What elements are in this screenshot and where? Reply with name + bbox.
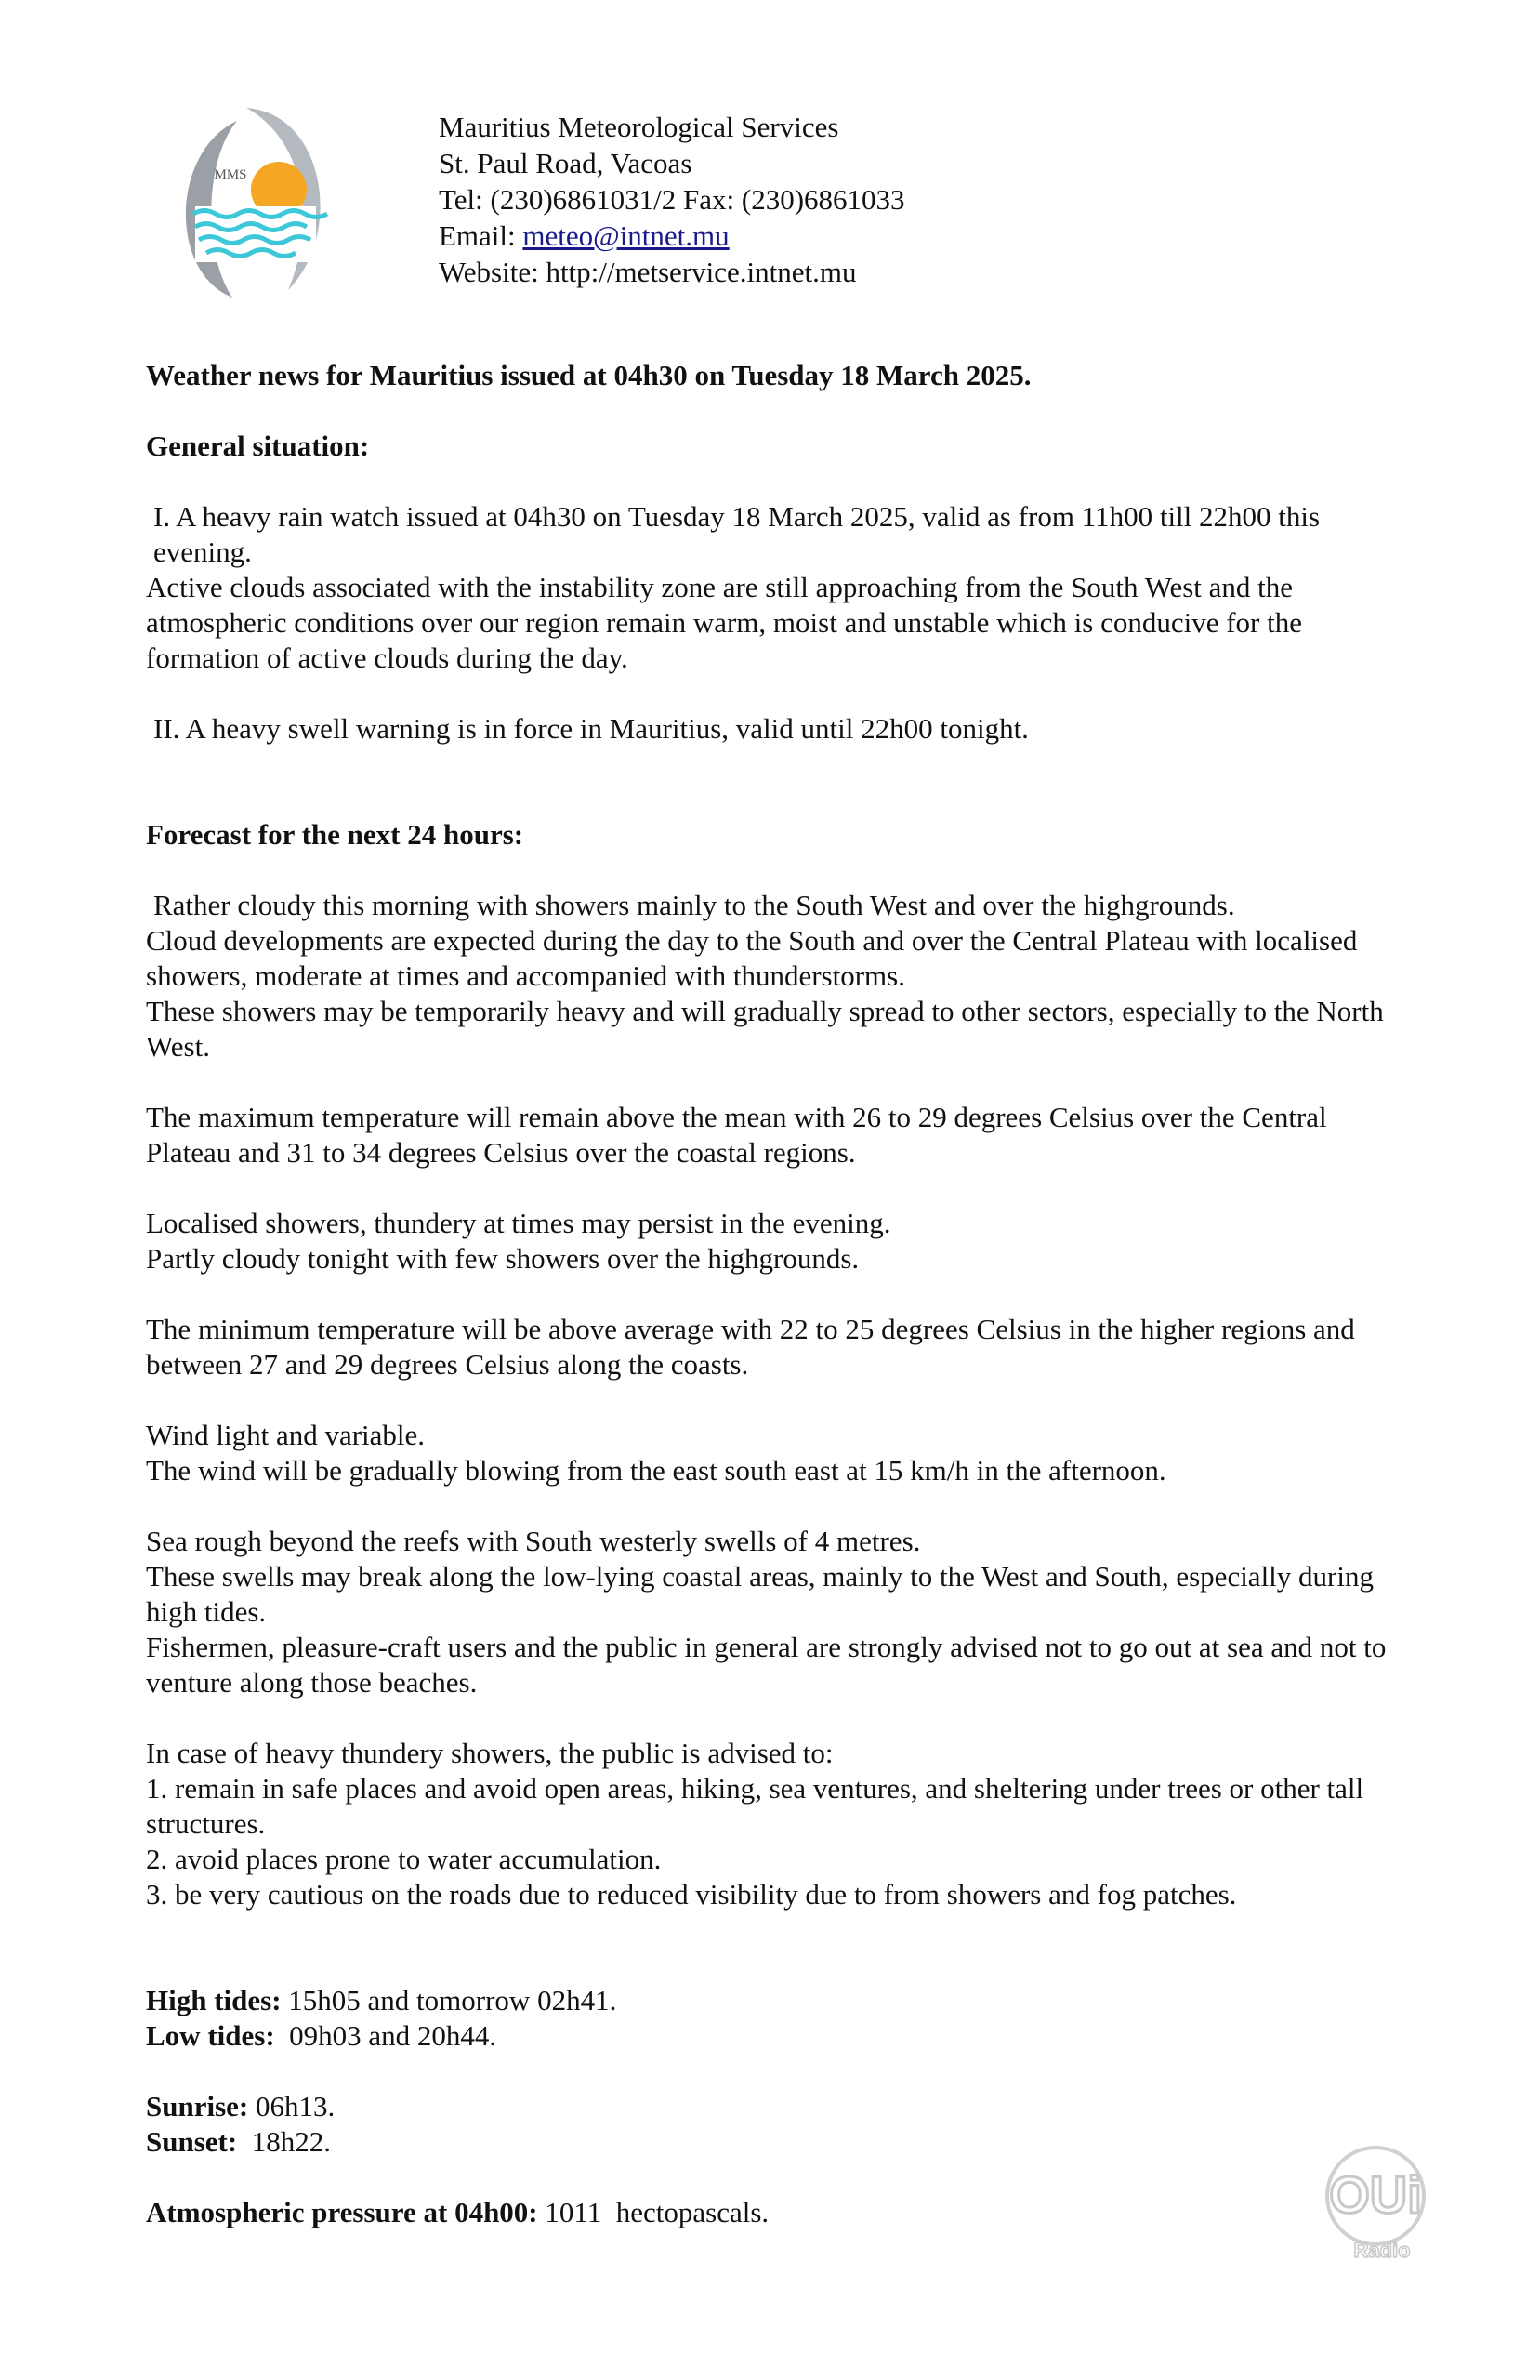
mms-logo: [177, 104, 335, 309]
general-item-1: I. A heavy rain watch issued at 04h30 on Tuesday 18 March 2025, valid as from 11h00 till 22h00 this evening.: [153, 500, 1321, 568]
advice-item-3: 3. be very cautious on the roads due to reduced visibility due to from showers and fog patches.: [146, 1878, 1237, 1911]
email-link[interactable]: meteo@intnet.mu: [522, 219, 730, 252]
forecast-paragraph-1: Rather cloudy this morning with showers mainly to the South West and over the highgrounds.: [153, 889, 1235, 921]
general-item-1-detail: Active clouds associated with the instability zone are still approaching from the South West and the atmospheric conditions over our region remain warm, moist and unstable which is conducive for the formation of active clouds during the day.: [146, 571, 1302, 674]
sea-line-3: Fishermen, pleasure-craft users and the public in general are strongly advised not to go out at sea and not to venture along those beaches.: [146, 1631, 1387, 1699]
low-tides-label: Low tides:: [146, 2019, 275, 2052]
org-website: Website: http://metservice.intnet.mu: [439, 256, 857, 288]
org-email: [439, 218, 905, 254]
evening-showers: Localised showers, thundery at times may persist in the evening.: [146, 1207, 891, 1239]
wind-line-2: The wind will be gradually blowing from the east south east at 15 km/h in the afternoon.: [146, 1454, 1166, 1487]
sea-line-2: These swells may break along the low-lying coastal areas, mainly to the West and South, especially during high tides.: [146, 1560, 1374, 1628]
high-tides-label: High tides:: [146, 1984, 282, 2016]
general-item-2: II. A heavy swell warning is in force in Mauritius, valid until 22h00 tonight.: [153, 712, 1029, 745]
org-address: St. Paul Road, Vacoas: [439, 147, 692, 179]
sunset: [146, 2124, 1410, 2160]
forecast-heading: Forecast for the next 24 hours:: [146, 818, 524, 851]
general-situation-heading: General situation:: [146, 430, 370, 462]
email-label: Email:: [439, 219, 523, 252]
bulletin-body: [146, 358, 1410, 2230]
atmospheric-pressure: [146, 2195, 1410, 2230]
sea-line-1: Sea rough beyond the reefs with South westerly swells of 4 metres.: [146, 1525, 921, 1557]
sunrise-value: 06h13.: [248, 2090, 336, 2122]
sunrise-label: Sunrise:: [146, 2090, 249, 2122]
pressure-label: Atmospheric pressure at 04h00:: [146, 2196, 538, 2228]
low-tides-value: 09h03 and 20h44.: [274, 2019, 497, 2052]
sunset-value: 18h22.: [237, 2125, 331, 2158]
wind-line-1: Wind light and variable.: [146, 1419, 426, 1451]
min-temperature: The minimum temperature will be above average with 22 to 25 degrees Celsius in the higher regions and between 27 and 29 degrees Celsius along the coasts.: [146, 1313, 1355, 1381]
header-contact-block: [439, 109, 905, 290]
advice-intro: In case of heavy thundery showers, the public is advised to:: [146, 1737, 834, 1769]
sunrise: [146, 2089, 1410, 2124]
advice-item-1: 1. remain in safe places and avoid open areas, hiking, sea ventures, and sheltering under trees or other tall structures.: [146, 1772, 1364, 1840]
pressure-value: 1011 hectopascals.: [537, 2196, 770, 2228]
logo-text: MMS: [214, 167, 247, 182]
watermark-text: Radio: [1353, 2239, 1411, 2262]
high-tides: [146, 1983, 1410, 2018]
forecast-paragraph-3: These showers may be temporarily heavy and will gradually spread to other sectors, especially to the North West.: [146, 995, 1384, 1063]
tonight-conditions: Partly cloudy tonight with few showers over the highgrounds.: [146, 1242, 860, 1275]
low-tides: [146, 2018, 1410, 2054]
bulletin-title: Weather news for Mauritius issued at 04h30 on Tuesday 18 March 2025.: [146, 359, 1032, 391]
svg-text:OUi: OUi: [1329, 2165, 1422, 2224]
advice-item-2: 2. avoid places prone to water accumulation.: [146, 1843, 662, 1875]
high-tides-value: 15h05 and tomorrow 02h41.: [281, 1984, 617, 2016]
radio-watermark-logo: [1296, 2138, 1454, 2268]
sunset-label: Sunset:: [146, 2125, 238, 2158]
org-tel-fax: Tel: (230)6861031/2 Fax: (230)6861033: [439, 183, 905, 216]
forecast-paragraph-2: Cloud developments are expected during the day to the South and over the Central Plateau with localised showers, moderate at times and accompanied with thunderstorms.: [146, 924, 1358, 992]
org-name: Mauritius Meteorological Services: [439, 111, 839, 143]
max-temperature: The maximum temperature will remain above the mean with 26 to 29 degrees Celsius over the Central Plateau and 31 to 34 degrees Celsius over the coastal regions.: [146, 1101, 1327, 1169]
